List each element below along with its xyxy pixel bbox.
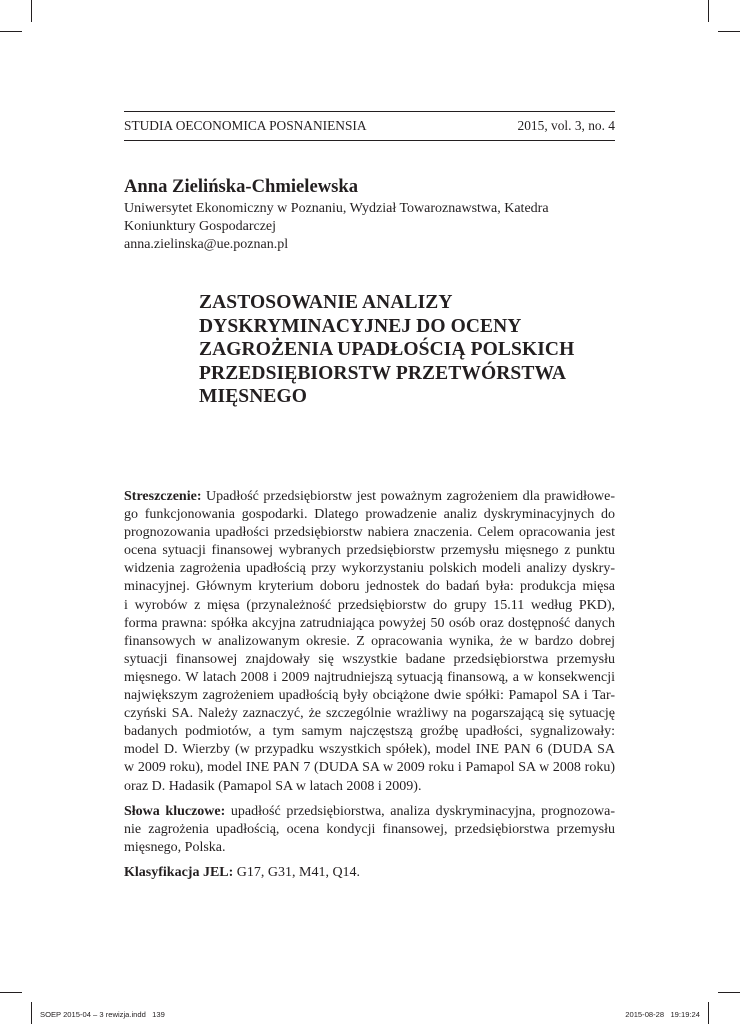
abstract-line: oraz D. Hadasik (Pamapol SA w latach 2008 i 2009). bbox=[124, 778, 422, 794]
crop-mark-top-right-vertical bbox=[708, 0, 709, 22]
running-head bbox=[124, 118, 615, 134]
abstract-line: największym zagrożeniem upadłością były obciążone dwie spółki: Pamapol SA i Tar- bbox=[124, 688, 615, 704]
author-affiliation bbox=[124, 200, 594, 254]
footer-file-info: SOEP 2015-04 – 3 rewizja.indd 139 bbox=[40, 1010, 165, 1019]
keywords-paragraph bbox=[124, 803, 615, 857]
crop-mark-bottom-left-horizontal bbox=[0, 992, 22, 993]
keywords-line-text: upadłość przedsiębiorstwa, analiza dyskryminacyjna, prognozowa- bbox=[225, 803, 615, 819]
keywords-label: Słowa kluczowe: bbox=[124, 803, 226, 819]
header-rule-top bbox=[124, 111, 615, 112]
abstract-line: i wyrobów z mięsa (przynależność przedsiębiorstw do grupy 15.11 według PKD), bbox=[124, 597, 615, 613]
title-line: DYSKRYMINACYJNEJ DO OCENY bbox=[199, 315, 522, 337]
abstract-line: mięsnego. W latach 2008 i 2009 najtrudniejszą sytuacją finansową, a w konsekwencji bbox=[124, 669, 615, 685]
author-email[interactable]: anna.zielinska@ue.poznan.pl bbox=[124, 237, 289, 252]
abstract-line: forma prawna: spółka akcyjna zatrudniająca powyżej 50 osób oraz dostępność danych bbox=[124, 615, 615, 631]
title-line: ZAGROŻENIA UPADŁOŚCIĄ POLSKICH bbox=[199, 339, 575, 361]
title-line: MIĘSNEGO bbox=[199, 386, 308, 408]
keywords-line bbox=[124, 803, 615, 821]
keywords-line: mięsnego, Polska. bbox=[124, 839, 226, 855]
jel-codes: G17, G31, M41, Q14. bbox=[233, 864, 361, 880]
keywords-line: nie zagrożenia upadłością, ocena kondycji finansowej, przedsiębiorstwa przemysłu bbox=[124, 821, 615, 837]
footer-timestamp: 2015-08-28 19:19:24 bbox=[625, 1010, 700, 1019]
header-rule-bottom bbox=[124, 140, 615, 141]
crop-mark-top-left-vertical bbox=[31, 0, 32, 22]
crop-mark-top-left-horizontal bbox=[0, 31, 22, 32]
article-title bbox=[199, 291, 619, 409]
jel-line bbox=[124, 864, 615, 882]
abstract-paragraph bbox=[124, 488, 615, 796]
abstract-line: badanych podmiotów, a tym samym najczęstszą groźbę upadłości, sygnalizowały: bbox=[124, 724, 615, 740]
author-name: Anna Zielińska-Chmielewska bbox=[124, 176, 359, 197]
journal-name: STUDIA OECONOMICA POSNANIENSIA bbox=[124, 118, 367, 133]
journal-volume: 2015, vol. 3, no. 4 bbox=[517, 118, 615, 133]
crop-mark-bottom-right-vertical bbox=[708, 1002, 709, 1024]
abstract-label: Streszczenie: bbox=[124, 489, 202, 504]
title-line: PRZEDSIĘBIORSTW PRZETWÓRSTWA bbox=[199, 362, 567, 384]
crop-mark-bottom-right-horizontal bbox=[718, 992, 740, 993]
abstract-line: sytuacji finansowej znajdowały się wszystkie badane przedsiębiorstwa przemysłu bbox=[124, 651, 615, 667]
abstract-line: go funkcjonowania gospodarki. Dlatego prowadzenie analiz dyskryminacyjnych do bbox=[124, 507, 615, 523]
title-line: ZASTOSOWANIE ANALIZY bbox=[199, 292, 453, 313]
abstract-line: prognozowania upadłości przedsiębiorstw nabiera znaczenia. Celem opracowania jest bbox=[124, 525, 615, 541]
jel-paragraph bbox=[124, 864, 615, 882]
abstract-line: widzenia zagrożenia upadłością przy wykorzystaniu polskich modeli analizy dyskry- bbox=[124, 561, 615, 577]
abstract-line: finansowych w analizowanym okresie. Z opracowania wynika, że w bardzo dobrej bbox=[124, 633, 615, 649]
abstract-line: model D. Wierzby (w przypadku wszystkich spółek), model INE PAN 6 (DUDA SA bbox=[124, 742, 615, 758]
abstract-block bbox=[124, 488, 615, 889]
crop-mark-bottom-left-vertical bbox=[31, 1002, 32, 1024]
abstract-line bbox=[124, 488, 615, 506]
abstract-line: w 2009 roku), model INE PAN 7 (DUDA SA w 2009 roku i Pamapol SA w 2008 roku) bbox=[124, 760, 615, 776]
abstract-line-text: Upadłość przedsiębiorstw jest poważnym zagrożeniem dla prawidłowe- bbox=[201, 489, 615, 504]
affiliation-line: Koniunktury Gospodarczej bbox=[124, 219, 277, 234]
crop-mark-top-right-horizontal bbox=[718, 31, 740, 32]
abstract-line: minacyjnej. Głównym kryterium doboru jednostek do badań była: produkcja mięsa bbox=[124, 579, 615, 595]
affiliation-line: Uniwersytet Ekonomiczny w Poznaniu, Wydział Towaroznawstwa, Katedra bbox=[124, 201, 549, 216]
jel-label: Klasyfikacja JEL: bbox=[124, 864, 234, 880]
abstract-line: ocena sytuacji finansowej wybranych przedsiębiorstw przemysłu mięsnego z punktu bbox=[124, 543, 615, 559]
abstract-line: czyński SA. Należy zaznaczyć, że szczególnie wrażliwy na pogarszającą się sytuację bbox=[124, 706, 615, 722]
